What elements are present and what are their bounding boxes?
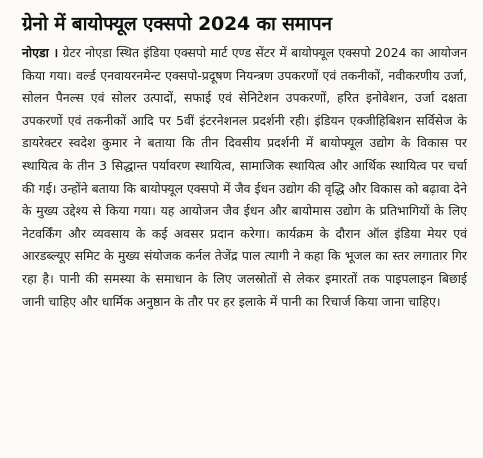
article-body-paragraph bbox=[22, 42, 467, 313]
article-body-text: ग्रेटर नोएडा स्थित इंडिया एक्सपो मार्ट एण्ड सेंटर में बायोफ्यूल एक्सपो 2024 का आयोजन किया गया। वर्ल्ड एनवायरनमेन्ट एक्सपो-प्रदूषण नियन्त्रण उपकरणों एवं तकनीकों, नवीकरणीय उर्जा, सोलन पैनल्स एवं सोलर उत्पादों, सफाई एवं सेनिटेशन उपकरणों, हरित इनोवेशन, उर्जा दक्षता उपकरणों एवं तकनीकों आदि पर 5वीं इंटरनेशनल प्रदर्शनी रही। इंडियन एक्जीहिबिशन सर्विसेज के डायरेक्टर स्वदेश कुमार ने बताया कि तीन दिवसीय प्रदर्शनी में बायोफ्यूल उद्योग के विकास पर स्थायित्व के तीन 3 सिद्धान्त पर्यावरण स्थायित्व, सामाजिक स्थायित्व और आर्थिक स्थायित्व पर चर्चा की गई। उन्होंने बताया कि बायोफ्यूल एक्सपो में जैव ईधन उद्योग की वृद्धि और विकास को बढ़ावा देने के मुख्य उद्देश्य से किया गया। यह आयोजन जैव ईधन और बायोमास उद्योग के प्रतिभागियों के लिए नेटवर्किंग और व्यवसाय के कई अवसर प्रदान करेगा। कार्यक्रम के दौरान ऑल इंडिया मेयर एवं आरडब्ल्यूए समिट के मुख्य संयोजक कर्नल तेजेंद्र पाल त्यागी ने कहा कि भूजल का स्तर लगातार गिर रहा है। पानी की समस्या के समाधान के लिए जलस्रोतों से लेकर इमारतों तक पाइपलाइन बिछाई जानी चाहिए और धार्मिक अनुष्ठान के तौर पर हर इलाके में पानी का रिचार्ज किया जाना चाहिए। bbox=[22, 45, 467, 309]
article-dateline: नोएडा । bbox=[22, 45, 59, 60]
article-headline: ग्रेनो में बायोफ्यूल एक्सपो 2024 का समापन bbox=[22, 13, 332, 35]
